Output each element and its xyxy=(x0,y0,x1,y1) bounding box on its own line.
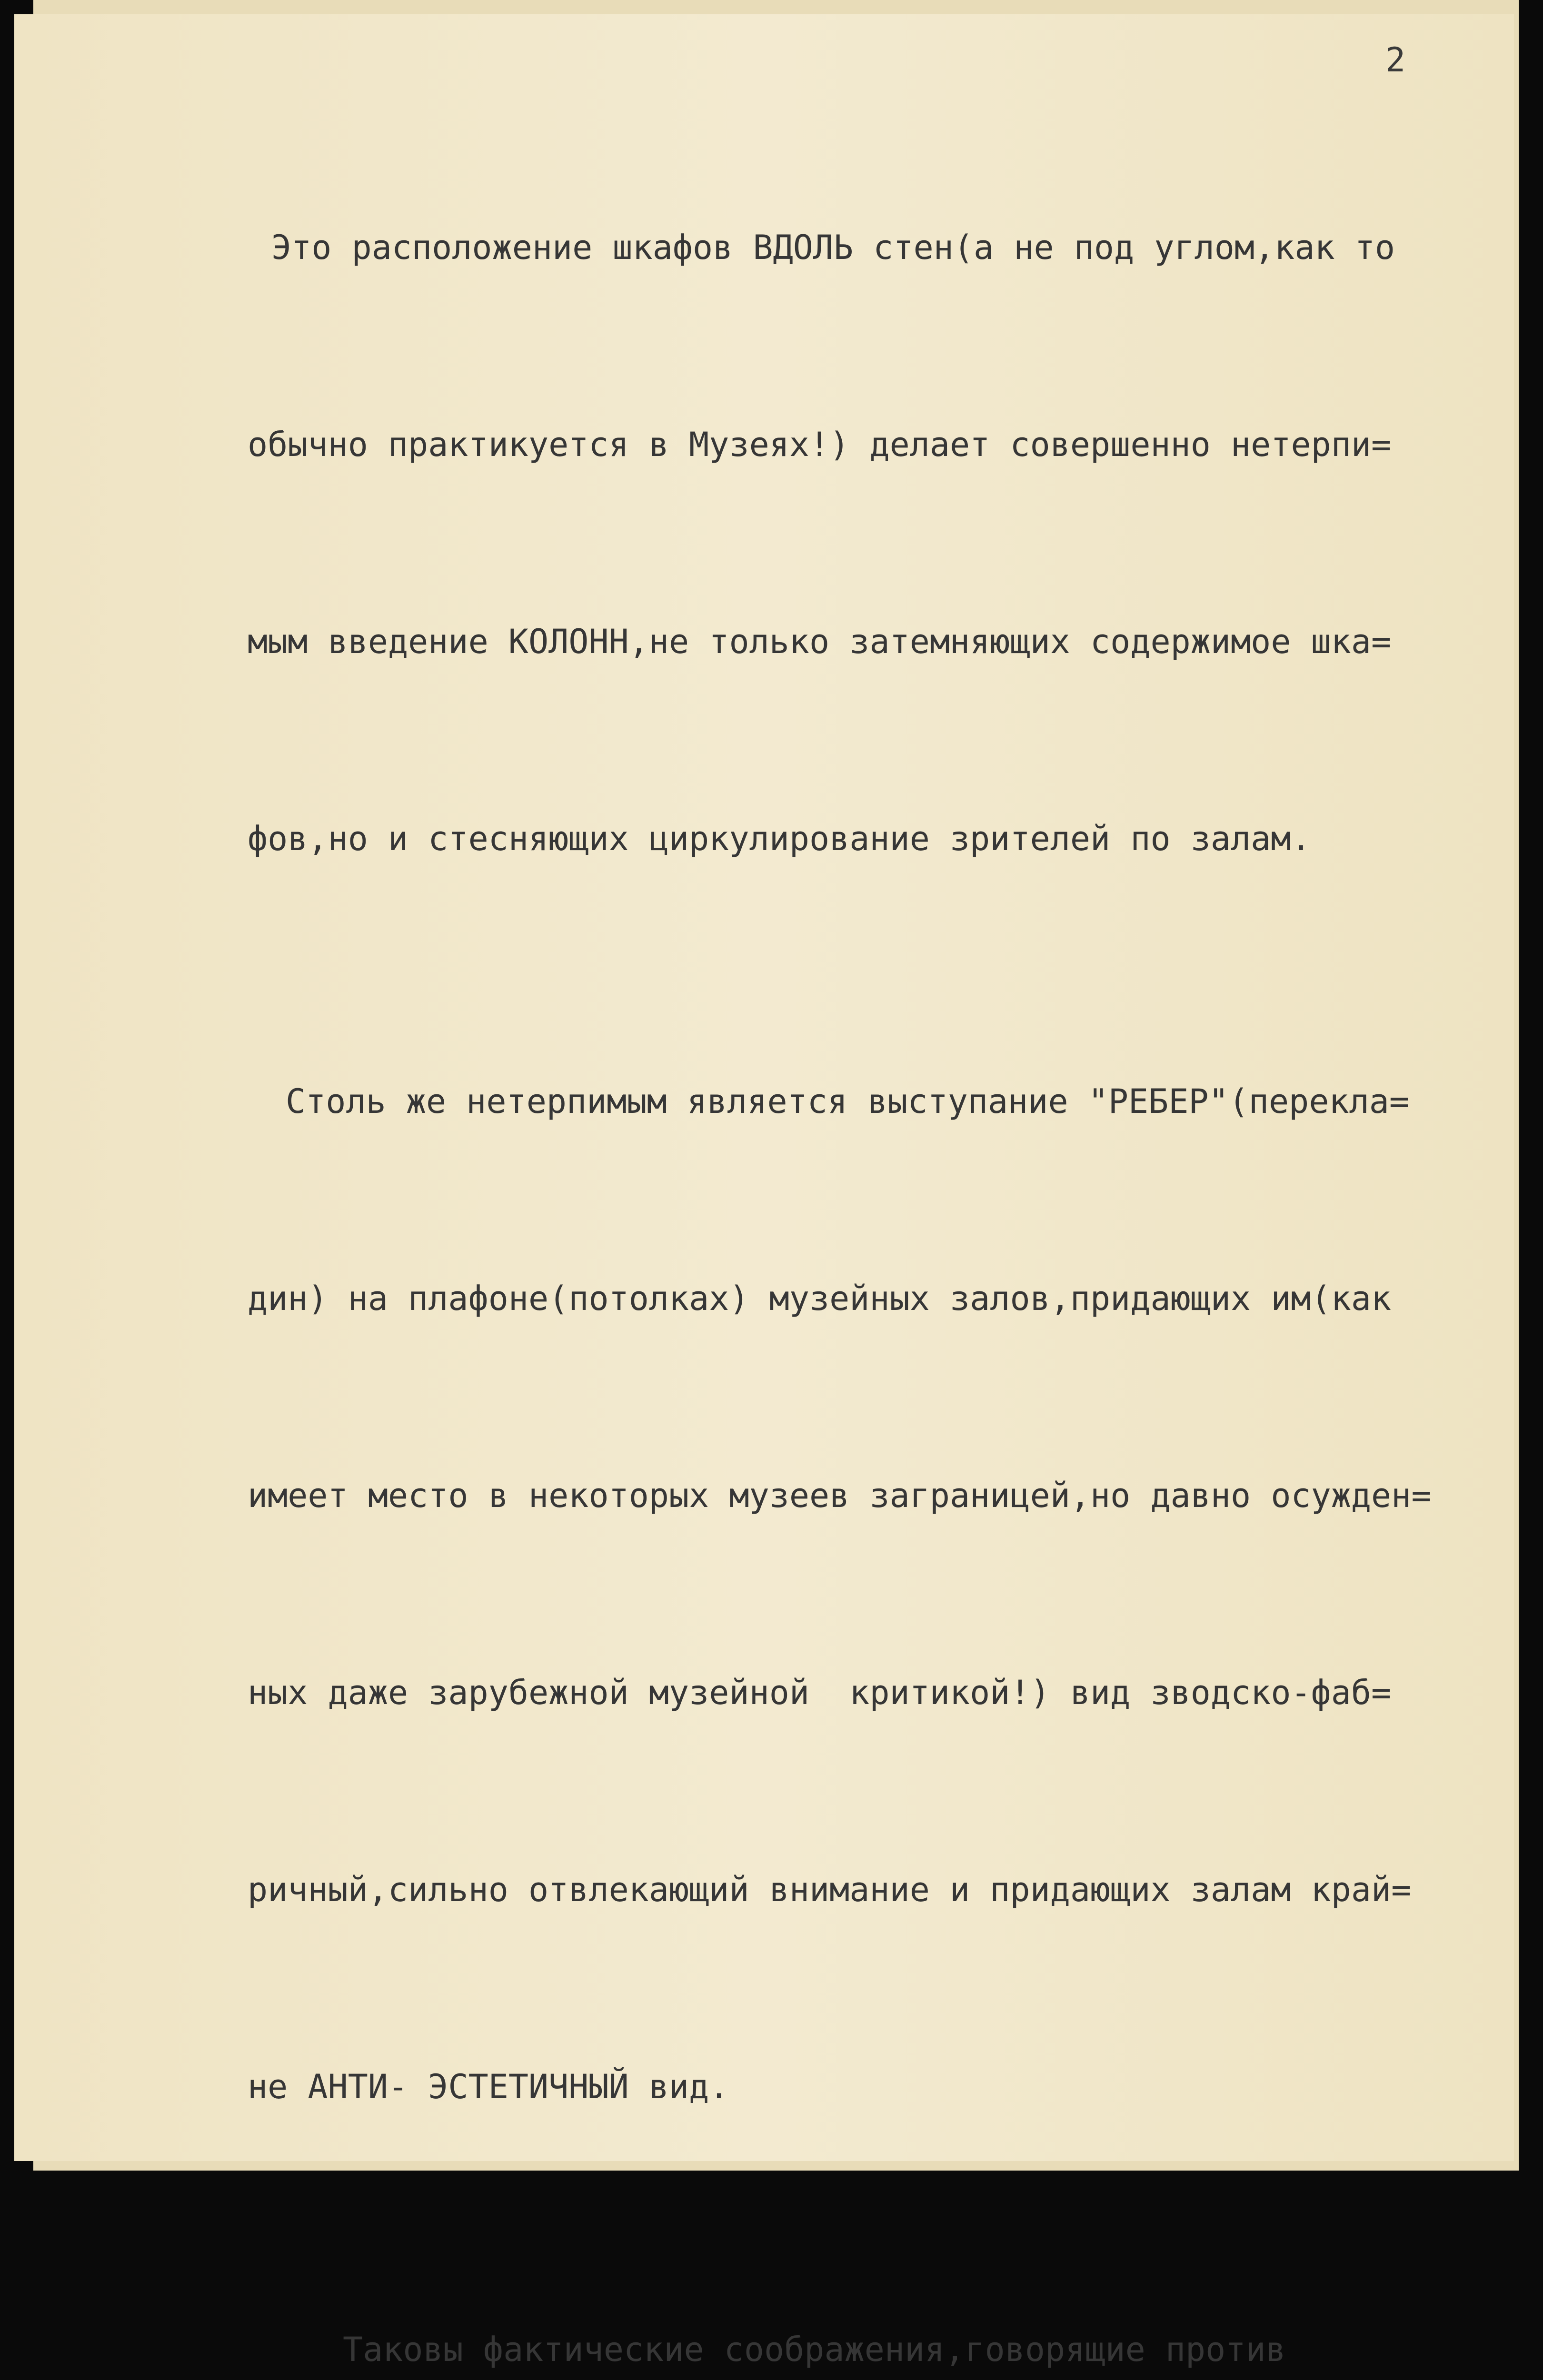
page-number: 2 xyxy=(1385,40,1406,79)
text-line: Столь же нетерпимым является выступание "РЕБЕР"(перекла= xyxy=(286,1082,1410,1121)
text-line: обычно практикуется в Музеях!) делает совершенно нетерпи= xyxy=(248,425,1392,464)
text-line: Это расположение шкафов ВДОЛЬ стен(а не под углом,как то xyxy=(271,228,1395,267)
text-line: Таковы фактические соображения,говорящие против xyxy=(343,2330,1286,2369)
text-line: не АНТИ- ЭСТЕТИЧНЫЙ вид. xyxy=(248,2067,729,2106)
text-line: ричный,сильно отвлекающий внимание и придающих залам край= xyxy=(248,1870,1412,1909)
text-line: фов,но и стесняющих циркулирование зрителей по залам. xyxy=(248,819,1311,858)
text-line: имеет место в некоторых музеев заграницей,но давно осужден= xyxy=(248,1476,1432,1515)
text-line: дин) на плафоне(потолках) музейных залов,придающих им(как xyxy=(248,1279,1392,1318)
text-line: ных даже зарубежной музейной критикой!) вид зводско-фаб= xyxy=(248,1673,1392,1712)
document-body xyxy=(248,83,1504,2380)
text-line: мым введение КОЛОНН,не только затемняющих содержимое шка= xyxy=(248,622,1392,661)
